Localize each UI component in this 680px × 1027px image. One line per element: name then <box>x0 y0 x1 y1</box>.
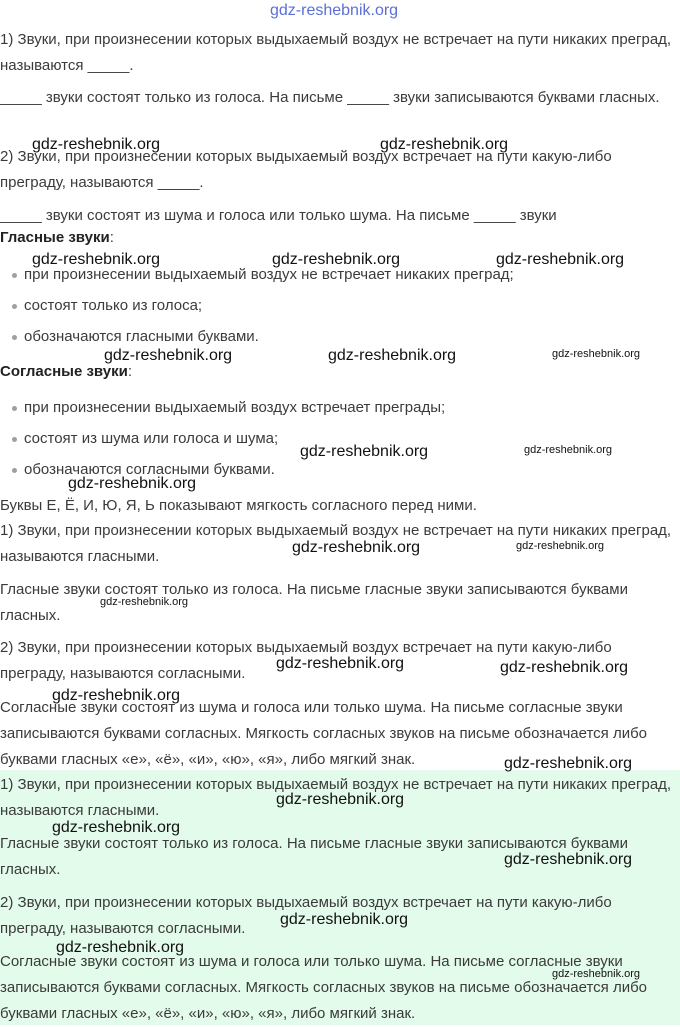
highlight-answer-2-detail: Согласные звуки состоят из шума и голоса или только шума. На письме согласные звуки записываются буквами согласных. Мягкость согласных звуков на письме обозначается либо буквами гласных «е», «ё», «и», «ю», «я», либо мягкий знак. <box>0 953 648 1022</box>
list-item: обозначаются согласными буквами. <box>0 457 676 488</box>
vowels-heading-colon: : <box>109 229 114 246</box>
task-question-2: 2) Звуки, при произнесении которых выдыхаемый воздух встречает на пути какую-либо преграду, называются _____. <box>0 148 612 191</box>
watermark-text: gdz-reshebnik.org <box>552 348 641 360</box>
watermark-text: gdz-reshebnik.org <box>504 851 633 868</box>
watermark-text: gdz-reshebnik.org <box>272 251 401 268</box>
watermark-text: gdz-reshebnik.org <box>496 251 625 268</box>
watermark-text: gdz-reshebnik.org <box>300 443 429 460</box>
task-question-1-detail: _____ звуки состоят только из голоса. На письме _____ звуки записываются буквами гласных. <box>0 89 660 106</box>
watermark-text: gdz-reshebnik.org <box>32 251 161 268</box>
watermark-text: gdz-reshebnik.org <box>276 655 405 672</box>
watermark-text: gdz-reshebnik.org <box>552 968 641 980</box>
answer-1: 1) Звуки, при произнесении которых выдыхаемый воздух не встречает на пути никаких преград, называются гласными. <box>0 522 672 565</box>
consonants-heading-colon: : <box>127 363 133 380</box>
watermark-text: gdz-reshebnik.org <box>504 755 633 772</box>
watermark-text: gdz-reshebnik.org <box>270 2 399 19</box>
watermark-text: gdz-reshebnik.org <box>104 347 233 364</box>
watermark-text: gdz-reshebnik.org <box>524 444 613 456</box>
answer-2: 2) Звуки, при произнесении которых выдыхаемый воздух встречает на пути какую-либо преграду, называются согласными. <box>0 639 612 682</box>
watermark-text: gdz-reshebnik.org <box>32 136 161 153</box>
highlight-answer-1: 1) Звуки, при произнесении которых выдыхаемый воздух не встречает на пути никаких преград, называются гласными. <box>0 776 672 819</box>
vowels-list <box>0 262 676 355</box>
answer-2-detail: Согласные звуки состоят из шума и голоса или только шума. На письме согласные звуки записываются буквами согласных. Мягкость согласных звуков на письме обозначается либо буквами гласных «е», «ё», «и», «ю», «я», либо мягкий знак. <box>0 699 648 768</box>
watermark-text: gdz-reshebnik.org <box>380 136 509 153</box>
consonants-heading: Согласные звуки <box>0 363 128 380</box>
watermark-text: gdz-reshebnik.org <box>56 939 185 956</box>
watermark-text: gdz-reshebnik.org <box>52 819 181 836</box>
watermark-text: gdz-reshebnik.org <box>100 596 189 608</box>
watermark-text: gdz-reshebnik.org <box>500 659 629 676</box>
watermark-text: gdz-reshebnik.org <box>280 911 409 928</box>
list-item: при произнесении выдыхаемый воздух встречает преграды; <box>0 395 676 426</box>
list-item: обозначаются гласными буквами. <box>0 324 676 355</box>
task-question-1: 1) Звуки, при произнесении которых выдыхаемый воздух не встречает на пути никаких преград, называются _____. <box>0 31 672 74</box>
list-item: при произнесении выдыхаемый воздух не встречает никаких преград; <box>0 262 676 293</box>
task-question-2-detail: _____ звуки состоят из шума и голоса или только шума. На письме _____ звуки <box>0 207 557 224</box>
watermark-text: gdz-reshebnik.org <box>68 475 197 492</box>
vowels-heading-line <box>0 225 676 251</box>
watermark-text: gdz-reshebnik.org <box>52 687 181 704</box>
list-item: состоят из шума или голоса и шума; <box>0 426 676 457</box>
watermark-text: gdz-reshebnik.org <box>516 540 605 552</box>
watermark-text: gdz-reshebnik.org <box>328 347 457 364</box>
softness-note: Буквы Е, Ё, И, Ю, Я, Ь показывают мягкость согласного перед ними. <box>0 497 477 514</box>
vowels-heading: Гласные звуки <box>0 229 110 246</box>
list-item: состоят только из голоса; <box>0 293 676 324</box>
highlight-answer-1-detail: Гласные звуки состоят только из голоса. На письме гласные звуки записываются буквами гласных. <box>0 835 628 878</box>
highlight-answer-2: 2) Звуки, при произнесении которых выдыхаемый воздух встречает на пути какую-либо преграду, называются согласными. <box>0 894 612 937</box>
watermark-text: gdz-reshebnik.org <box>276 791 405 808</box>
watermark-text: gdz-reshebnik.org <box>292 539 421 556</box>
answer-1-detail: Гласные звуки состоят только из голоса. На письме гласные звуки записываются буквами гласных. <box>0 581 628 624</box>
